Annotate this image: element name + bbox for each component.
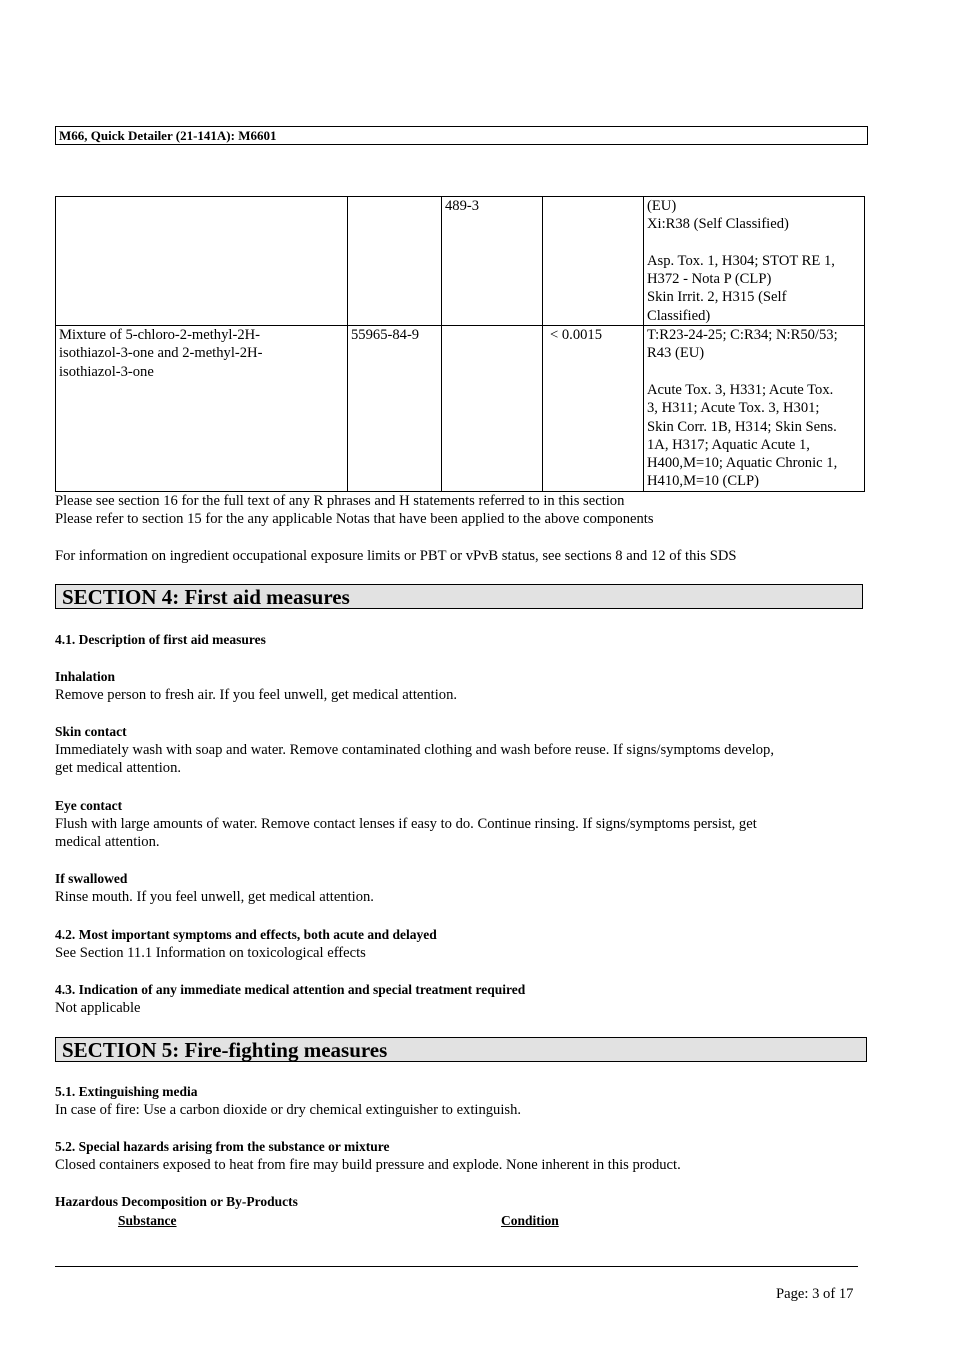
components-table xyxy=(55,196,865,492)
table-row xyxy=(56,197,865,326)
component-name xyxy=(56,197,348,326)
if-swallowed-text: Rinse mouth. If you feel unwell, get medical attention. xyxy=(55,889,374,905)
eye-contact-text: Flush with large amounts of water. Remove contact lenses if easy to do. Continue rinsing. If signs/symptoms persist, get xyxy=(55,816,757,832)
subsection-5-2-text: Closed containers exposed to heat from fire may build pressure and explode. None inherent in this product. xyxy=(55,1157,681,1173)
substance-column-header: Substance xyxy=(118,1213,177,1228)
ec-number: 489-3 xyxy=(442,197,543,326)
subsection-4-1: 4.1. Description of first aid measures xyxy=(55,632,266,647)
classification-cell xyxy=(644,197,865,326)
if-swallowed-heading: If swallowed xyxy=(55,871,128,886)
classification-line: Classified) xyxy=(647,307,711,324)
component-name-line: isothiazol-3-one and 2-methyl-2H- xyxy=(59,345,263,362)
note-notas: Please refer to section 15 for the any applicable Notas that have been applied to the above components xyxy=(55,511,654,527)
classification-line: Acute Tox. 3, H331; Acute Tox. xyxy=(647,381,834,398)
inhalation-text: Remove person to fresh air. If you feel unwell, get medical attention. xyxy=(55,687,458,703)
classification-line: (EU) xyxy=(647,198,677,214)
component-name xyxy=(56,326,348,492)
section-4-title: SECTION 4: First aid measures xyxy=(55,584,863,609)
eye-contact-heading: Eye contact xyxy=(55,798,123,813)
condition-column-header: Condition xyxy=(501,1213,559,1228)
subsection-5-2: 5.2. Special hazards arising from the substance or mixture xyxy=(55,1139,390,1154)
classification-line: 3, H311; Acute Tox. 3, H301; xyxy=(647,400,820,417)
subsection-4-2-text: See Section 11.1 Information on toxicological effects xyxy=(55,945,366,961)
page-number: Page: 3 of 17 xyxy=(776,1286,854,1302)
classification-line: H410,M=10 (CLP) xyxy=(647,473,760,490)
percent-value: < 0.0015 xyxy=(543,326,644,492)
percent-value xyxy=(543,197,644,326)
eye-contact-text: medical attention. xyxy=(55,834,160,850)
subsection-5-1: 5.1. Extinguishing media xyxy=(55,1084,198,1099)
component-name-line: isothiazol-3-one xyxy=(59,363,154,380)
subsection-4-3: 4.3. Indication of any immediate medical attention and special treatment required xyxy=(55,982,526,997)
ec-number xyxy=(442,326,543,492)
document-header: M66, Quick Detailer (21-141A): M6601 xyxy=(55,126,868,145)
classification-line: Skin Corr. 1B, H314; Skin Sens. xyxy=(647,418,837,435)
classification-line: 1A, H317; Aquatic Acute 1, xyxy=(647,436,810,453)
classification-line: Xi:R38 (Self Classified) xyxy=(647,216,789,233)
note-exposure: For information on ingredient occupational exposure limits or PBT or vPvB status, see sections 8 and 12 of this SDS xyxy=(55,548,737,564)
skin-contact-text: Immediately wash with soap and water. Remove contaminated clothing and wash before reuse. If signs/symptoms develop, xyxy=(55,742,774,758)
classification-line: H400,M=10; Aquatic Chronic 1, xyxy=(647,455,838,472)
skin-contact-heading: Skin contact xyxy=(55,724,127,739)
classification-line: T:R23-24-25; C:R34; N:R50/53; xyxy=(647,327,838,344)
inhalation-heading: Inhalation xyxy=(55,669,116,684)
note-r-phrases: Please see section 16 for the full text of any R phrases and H statements referred to in this section xyxy=(55,493,625,509)
classification-line: R43 (EU) xyxy=(647,345,705,362)
cas-number: 55965-84-9 xyxy=(348,326,442,492)
section-5-title: SECTION 5: Fire-fighting measures xyxy=(55,1037,867,1062)
cas-number xyxy=(348,197,442,326)
classification-line: H372 - Nota P (CLP) xyxy=(647,271,772,288)
subsection-4-2: 4.2. Most important symptoms and effects, both acute and delayed xyxy=(55,927,437,942)
classification-cell xyxy=(644,326,865,492)
classification-line: Skin Irrit. 2, H315 (Self xyxy=(647,289,787,306)
hazardous-decomposition-heading: Hazardous Decomposition or By-Products xyxy=(55,1194,298,1209)
classification-line: Asp. Tox. 1, H304; STOT RE 1, xyxy=(647,252,835,269)
subsection-4-3-text: Not applicable xyxy=(55,1000,141,1016)
skin-contact-text: get medical attention. xyxy=(55,760,182,776)
component-name-line: Mixture of 5-chloro-2-methyl-2H- xyxy=(59,327,261,344)
table-row xyxy=(56,326,865,492)
footer-divider xyxy=(55,1266,858,1267)
subsection-5-1-text: In case of fire: Use a carbon dioxide or dry chemical extinguisher to extinguish. xyxy=(55,1102,522,1118)
